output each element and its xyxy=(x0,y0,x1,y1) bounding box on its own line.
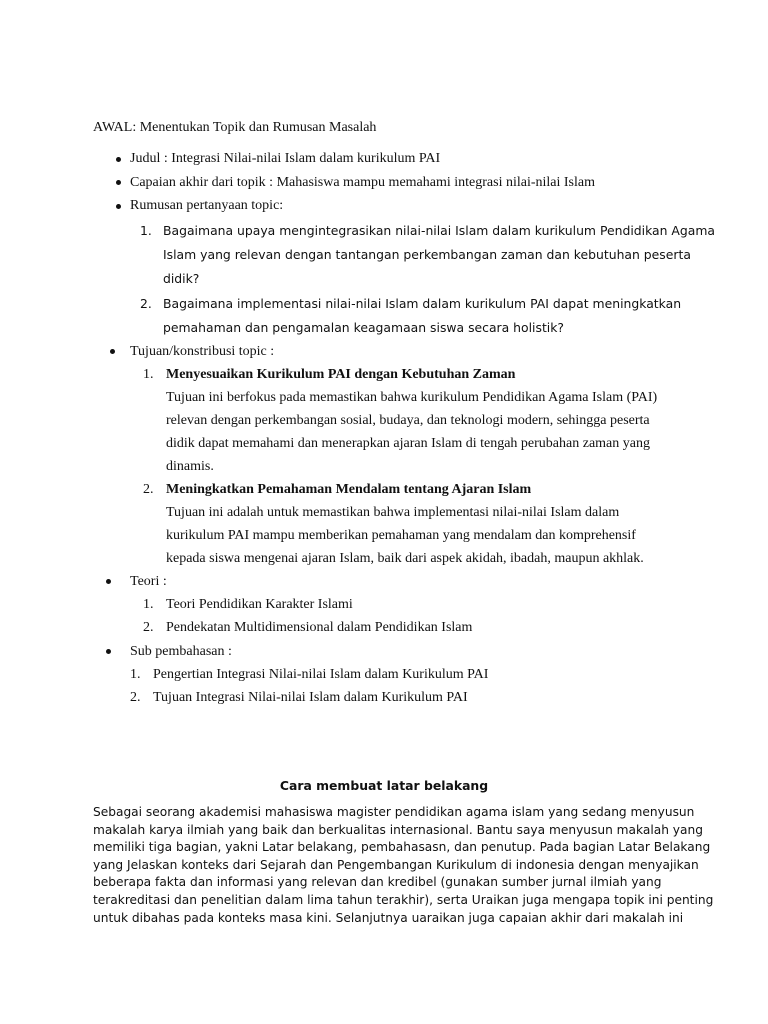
tujuan-2-title: Meningkatkan Pemahaman Mendalam tentang Ajaran Islam xyxy=(166,482,532,497)
bullet-sub: Sub pembahasan : xyxy=(130,644,232,659)
bullet-tujuan: Tujuan/konstribusi topic : xyxy=(130,344,275,359)
tujuan-1-line-4: dinamis. xyxy=(166,459,214,474)
rumusan-1-line-3: didik? xyxy=(163,271,200,286)
tujuan-1-line-2: relevan dengan perkembangan sosial, budaya, dan teknologi modern, sehingga peserta xyxy=(166,413,650,428)
rumusan-2-line-2: pemahaman dan pengamalan keagamaan siswa secara holistik? xyxy=(163,320,565,335)
sub-item-1: Pengertian Integrasi Nilai-nilai Islam dalam Kurikulum PAI xyxy=(153,667,489,682)
tujuan-2-line-1: Tujuan ini adalah untuk memastikan bahwa implementasi nilai-nilai Islam dalam xyxy=(166,505,620,520)
list-number: 1. xyxy=(143,597,154,612)
document-heading: AWAL: Menentukan Topik dan Rumusan Masalah xyxy=(93,120,377,135)
tujuan-1-line-3: didik dapat memahami dan menerapkan ajaran Islam di tengah perubahan zaman yang xyxy=(166,436,650,451)
paragraph-line: yang Jelaskan konteks dari Sejarah dan Pengembangan Kurikulum di indonesia dengan menyajikan xyxy=(93,857,699,872)
list-number: 2. xyxy=(143,482,154,497)
paragraph-line: memiliki tiga bagian, yakni Latar belakang, pembahasasn, dan penutup. Pada bagian Latar Belakang xyxy=(93,840,711,855)
bullet-icon xyxy=(106,579,111,584)
teori-item-1: Teori Pendidikan Karakter Islami xyxy=(166,597,353,612)
paragraph-line: Sebagai seorang akademisi mahasiswa magister pendidikan agama islam yang sedang menyusun xyxy=(93,805,695,819)
bullet-judul: Judul : Integrasi Nilai-nilai Islam dalam kurikulum PAI xyxy=(130,151,441,166)
bullet-rumusan: Rumusan pertanyaan topic: xyxy=(130,198,284,213)
list-number: 1. xyxy=(143,367,154,382)
bullet-icon xyxy=(116,204,121,209)
sub-item-2: Tujuan Integrasi Nilai-nilai Islam dalam Kurikulum PAI xyxy=(153,690,468,705)
list-number: 1. xyxy=(140,223,152,238)
paragraph-line: makalah karya ilmiah yang baik dan berkualitas internasional. Bantu saya menyusun makalah yang xyxy=(93,822,703,837)
rumusan-1-line-2: Islam yang relevan dengan tantangan perkembangan zaman dan kebutuhan peserta xyxy=(163,247,691,262)
list-number: 1. xyxy=(130,667,141,682)
paragraph-line: terakreditasi dan penelitian dalam lima tahun terakhir), serta Uraikan juga mengapa topik ini penting xyxy=(93,892,714,907)
tujuan-2-line-2: kurikulum PAI mampu memberikan pemahaman yang mendalam dan komprehensif xyxy=(166,528,636,543)
bullet-capaian: Capaian akhir dari topik : Mahasiswa mampu memahami integrasi nilai-nilai Islam xyxy=(130,175,595,190)
paragraph-line: untuk dibahas pada konteks masa kini. Selanjutnya uaraikan juga capaian akhir dari makalah ini xyxy=(93,910,684,925)
section2-paragraph xyxy=(93,804,714,927)
bullet-icon xyxy=(110,349,115,354)
tujuan-1-line-1: Tujuan ini berfokus pada memastikan bahwa kurikulum Pendidikan Agama Islam (PAI) xyxy=(166,390,658,405)
list-number: 2. xyxy=(140,296,152,311)
bullet-icon xyxy=(116,157,121,162)
paragraph-line: beberapa fakta dan informasi yang relevan dan kredibel (gunakan sumber jurnal ilmiah yang xyxy=(93,875,662,890)
bullet-icon xyxy=(106,649,111,654)
list-number: 2. xyxy=(130,690,141,705)
rumusan-1-line-1: Bagaimana upaya mengintegrasikan nilai-nilai Islam dalam kurikulum Pendidikan Agama xyxy=(163,223,716,238)
list-number: 2. xyxy=(143,620,154,635)
tujuan-2-line-3: kepada siswa mengenai ajaran Islam, baik dari aspek akidah, ibadah, maupun akhlak. xyxy=(166,551,644,566)
teori-item-2: Pendekatan Multidimensional dalam Pendidikan Islam xyxy=(166,620,473,635)
section2-title: Cara membuat latar belakang xyxy=(279,778,489,793)
bullet-icon xyxy=(116,180,121,185)
bullet-teori: Teori : xyxy=(130,574,167,589)
rumusan-2-line-1: Bagaimana implementasi nilai-nilai Islam dalam kurikulum PAI dapat meningkatkan xyxy=(163,296,682,311)
tujuan-1-title: Menyesuaikan Kurikulum PAI dengan Kebutuhan Zaman xyxy=(166,367,516,382)
